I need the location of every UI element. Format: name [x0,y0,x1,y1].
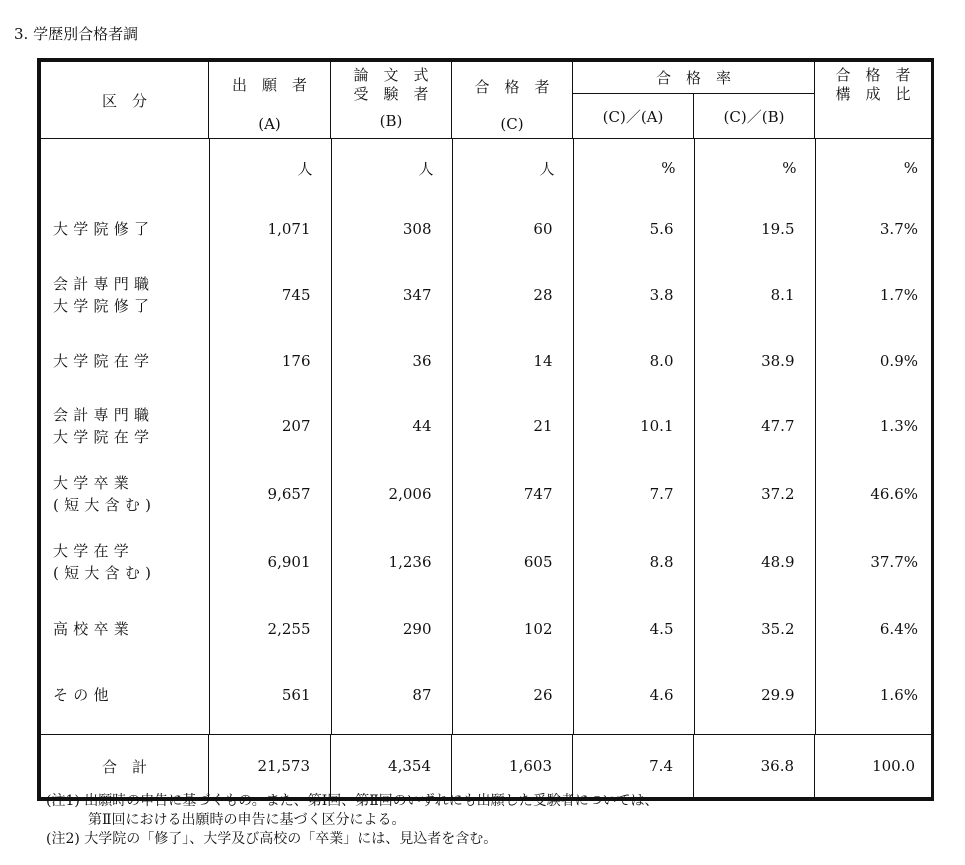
row-label [41,197,209,261]
header-composition-label2: 構 成 比 [835,85,911,103]
cell-ca: 4.5 [573,596,694,662]
footnotes [46,792,659,849]
body-table [41,139,932,734]
row-label-line1: 大学院在学 [53,351,155,370]
body-cell [41,139,932,735]
row-label [41,528,209,596]
cell-c: 28 [452,261,573,329]
row-label [41,662,209,728]
header-rate-ca: (C)／(A) [573,94,694,139]
cell-b: 347 [331,261,452,329]
table-row [41,197,932,261]
cell-ca: 10.1 [573,392,694,460]
spacer-cell [41,728,209,734]
cell-cb: 29.9 [694,662,815,728]
cell-c: 21 [452,392,573,460]
cell-c: 747 [452,460,573,528]
cell-b: 308 [331,197,452,261]
header-rate-cb: (C)／(B) [694,94,815,139]
row-label [41,460,209,528]
table-row [41,662,932,728]
cell-cb: 48.9 [694,528,815,596]
total-applicants: 21,573 [209,735,331,798]
row-label-line1: 大学院修了 [53,220,155,238]
unit-spacer [41,139,209,197]
header-applicants-sub: (A) [258,115,281,133]
total-examinees: 4,354 [331,735,452,798]
spacer-cell [573,728,694,734]
note-2: (注2) 大学院の「修了」、大学及び高校の「卒業」には、見込者を含む。 [46,831,498,847]
cell-comp: 1.6% [815,662,932,728]
row-label-line1: その他 [53,686,114,704]
spacer-cell [209,728,331,734]
header-applicants-label: 出 願 者 [231,76,307,94]
spacer-cell [452,728,573,734]
cell-b: 1,236 [331,528,452,596]
cell-ca: 8.8 [573,528,694,596]
unit-label: 人 [209,139,331,197]
cell-comp: 6.4% [815,596,932,662]
cell-a: 1,071 [209,197,331,261]
spacer-cell [331,728,452,734]
row-label-line1: 会計専門職 [53,406,155,424]
cell-b: 36 [331,329,452,392]
cell-ca: 4.6 [573,662,694,728]
table-row [41,261,932,329]
results-table [37,58,934,801]
table-row [41,329,932,392]
spacer-cell [694,728,815,734]
row-label-line1: 会計専門職 [53,275,155,293]
body-block [41,139,932,735]
header-examinees-label1: 論 文 式 [353,66,429,84]
total-row [41,735,932,798]
unit-label: % [573,139,694,197]
cell-ca: 3.8 [573,261,694,329]
row-label [41,392,209,460]
note-1-cont: 第Ⅱ回における出願時の申告に基づく区分による。 [46,812,406,828]
header-kubun [41,62,209,139]
header-examinees [331,62,452,139]
unit-label: % [815,139,932,197]
cell-a: 561 [209,662,331,728]
total-rate-cb: 36.8 [694,735,815,798]
unit-label: 人 [331,139,452,197]
cell-comp: 37.7% [815,528,932,596]
note-1: (注1) 出願時の申告に基づくもの。また、第Ⅰ回、第Ⅱ回のいずれにも出願した受験者については、 [46,793,659,809]
header-applicants [209,62,331,139]
table-row [41,392,932,460]
cell-ca: 7.7 [573,460,694,528]
header-passers-sub: (C) [500,115,524,133]
table-row [41,460,932,528]
bottom-spacer-row [41,728,932,734]
header-row-1 [41,62,932,94]
header-passers [452,62,573,139]
cell-cb: 19.5 [694,197,815,261]
cell-a: 9,657 [209,460,331,528]
total-label: 合 計 [41,735,209,798]
header-composition [815,62,932,139]
cell-c: 26 [452,662,573,728]
cell-comp: 46.6% [815,460,932,528]
cell-b: 290 [331,596,452,662]
table-row [41,596,932,662]
row-label-line1: 大学在学 [53,542,135,560]
cell-ca: 8.0 [573,329,694,392]
cell-cb: 8.1 [694,261,815,329]
page-title: 3. 学歴別合格者調 [14,25,139,43]
cell-a: 2,255 [209,596,331,662]
cell-comp: 0.9% [815,329,932,392]
header-passers-label: 合 格 者 [474,78,550,96]
cell-comp: 1.7% [815,261,932,329]
header-pass-rate-label: 合 格 率 [656,69,732,88]
cell-c: 605 [452,528,573,596]
body-rows [41,139,932,734]
row-label-line2: 大学院修了 [53,297,155,315]
cell-comp: 1.3% [815,392,932,460]
cell-b: 44 [331,392,452,460]
cell-c: 14 [452,329,573,392]
cell-a: 745 [209,261,331,329]
row-label-line1: 高校卒業 [53,620,135,638]
cell-cb: 35.2 [694,596,815,662]
row-label-line2: (短大含む) [53,564,157,582]
total-passers: 1,603 [452,735,573,798]
spacer-cell [815,728,932,734]
total-composition: 100.0 [815,735,932,798]
cell-cb: 47.7 [694,392,815,460]
header-examinees-label2: 受 験 者 [353,85,429,103]
unit-row [41,139,932,197]
total-rate-ca: 7.4 [573,735,694,798]
header-pass-rate [573,62,815,94]
unit-label: 人 [452,139,573,197]
cell-a: 6,901 [209,528,331,596]
cell-comp: 3.7% [815,197,932,261]
row-label [41,261,209,329]
row-label-line2: (短大含む) [53,496,157,514]
cell-a: 207 [209,392,331,460]
unit-label: % [694,139,815,197]
cell-c: 60 [452,197,573,261]
cell-c: 102 [452,596,573,662]
header-examinees-sub: (B) [379,112,403,130]
row-label [41,329,209,392]
cell-cb: 38.9 [694,329,815,392]
row-label [41,596,209,662]
cell-cb: 37.2 [694,460,815,528]
cell-ca: 5.6 [573,197,694,261]
cell-b: 2,006 [331,460,452,528]
cell-a: 176 [209,329,331,392]
row-label-line2: 大学院在学 [53,428,155,446]
row-label-line1: 大学卒業 [53,474,135,492]
table-row [41,528,932,596]
header-kubun-label: 区 分 [101,91,147,110]
cell-b: 87 [331,662,452,728]
header-composition-label1: 合 格 者 [835,66,911,84]
